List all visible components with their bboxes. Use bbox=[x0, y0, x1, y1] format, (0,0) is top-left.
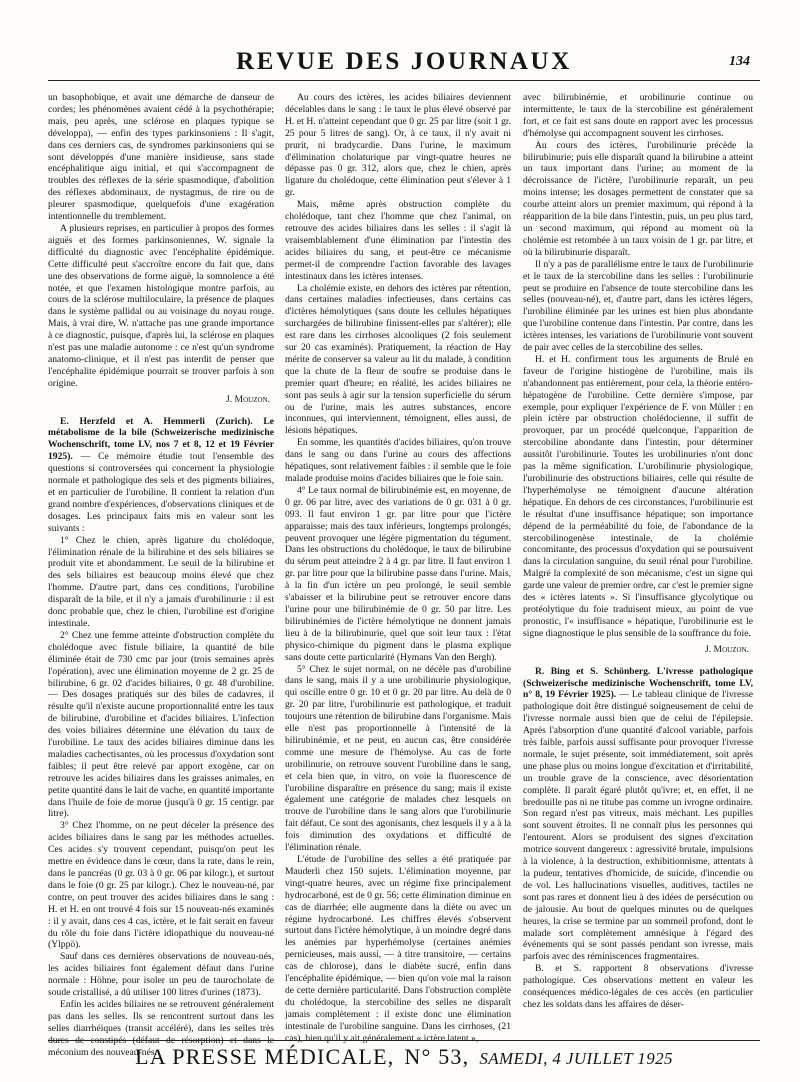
paragraph: Enfin les acides biliaires ne se retrouvent généralement pas dans les selles. Ils se rencontrent surtout dans les selles diarrhéiques (transit accéléré), dans les selles très dures de constipés (défaut de résorption) et dans le méconium des nouveau-nés. bbox=[48, 998, 274, 1058]
paragraph: 4° Le taux normal de bilirubinémie est, en moyenne, de 0 gr. 06 par litre, avec des variations de 0 gr. 031 à 0 gr. 093. Il faut environ 1 gr. par litre pour que l'ictère apparaisse; mais des taux inférieurs, longtemps prolongés, peuvent provoquer une légère pigmentation du tégument. Dans les obstructions du cholédoque, le taux de bilirubine du sérum peut atteindre 2 à 4 gr. par litre. Il faut environ 1 gr. par litre pour que la bilirubine passe dans l'urine. Mais, à la fin d'un ictère un peu prolongé, le seuil semble s'abaisser et la bilirubine peut se retrouver encore dans l'urine pour une bilirubinémie de 0 gr. 50 par litre. Les bilirubinémies de l'ictère hémolytique ne donnent jamais lieu à de la bilirubinurie, quel que soit leur taux : l'état physico-chimique du pigment dans le plasma explique sans doute cette particularité (Hymans Van den Bergh). bbox=[285, 484, 511, 663]
issue-date: SAMEDI, 4 JUILLET 1925 bbox=[479, 1049, 673, 1068]
author-signature: J. Mouzon. bbox=[226, 393, 270, 405]
review-citation: R. Bing et S. Schönberg. L'ivresse pathologique (Schweizerische medizinische Wochenschrift, tome LV, n° 8, 19 Février 1925). bbox=[523, 665, 753, 701]
paragraph: Au cours des ictères, les acides biliaires deviennent décelables dans le sang : le taux le plus élevé observé par H. et H. n'atteint cependant que 0 gr. 25 par litre (soit 1 gr. 25 pour 5 litres de sang). Or, à ce taux, il n'y avait ni prurit, ni bradycardie. Dans l'urine, le maximum d'élimination cholaturique par vingt-quatre heures ne dépasse pas 0 gr. 312, alors que, chez le chien, après ligature du cholédoque, cette élimination peut s'élever à 1 gr. bbox=[285, 92, 511, 199]
paragraph: avec bilirubinémie, et urobilinurie continue ou intermittente, le taux de la stercobiline est généralement fort, et ce fait est sans doute en rapport avec les processus d'hémolyse qui accompagnent souvent les cirrhoses. bbox=[523, 92, 753, 139]
paragraph: un basophobique, et avait une démarche de danseur de cordes; les phénomènes avaient cédé à la psychothérapie; mais, peu après, une sclérose en plaques typique se développa), — enfin des types parkinsoniens : Il s'agit, dans ces derniers cas, de syndromes parkinsoniens qui se sont développés d'une manière insidieuse, sans stade encéphalitique aigu initial, et qui s'accompagnent de troubles des réflexes de la série spasmodique, d'abolition des réflexes abdominaux, de nystagmus, de rire ou de pleurer spasmodique, quelquefois d'une exagération intentionnelle du tremblement. bbox=[48, 92, 274, 223]
page-header bbox=[48, 14, 760, 74]
header-rule bbox=[48, 80, 760, 81]
paragraph: L'étude de l'urobiline des selles a été pratiquée par Mauderli chez 150 sujets. L'élimination moyenne, par vingt-quatre heures, avec un régime fixe principalement hydrocarboné, est de 0 gr. 56; cette élimination diminue en cas de diarrhée; elle augmente dans la diète ou avec un régime hydrocarboné. Les chiffres élevés s'observent surtout dans l'ictère hémolytique, à un moindre degré dans les anémies par hyperhémolyse (certaines anémies pernicieuses, mais aussi, — à titre transitoire, — certains cas de chlorose), dans le diabète sucré, enfin dans l'encéphalite épidémique, — bien qu'on voie mal la raison de cette dernière particularité. Dans l'obstruction complète du cholédoque, la stercobiline des selles ne disparaît jamais complètement : il existe donc une élimination intestinale de l'urobiline sanguine. Dans les cirrhoses, (21 cas), bien qu'il y ait généralement « ictère latent », bbox=[285, 854, 511, 1044]
review-body: — Le tableau clinique de l'ivresse pathologique doit être distingué soigneusement de celui de l'ivresse normale aussi bien que de celui de l'épilepsie. Après l'absorption d'une quantité d'alcool variable, parfois très faible, parfois aussi suffisante pour provoquer l'ivresse normale, le sujet présente, soit immédiatement, soit après une phase plus ou moins longue d'excitation et d'irritabilité, un trouble grave de la conscience, avec désorientation complète. Il paraît égaré plutôt qu'ivre; et, en effet, il ne bredouille pas ni ne titube pas comme un ivrogne ordinaire. Son regard n'est pas vitreux, mais méchant. Les pupilles sont souvent étroites. Il ne connaît plus les personnes qui l'entourent. Alors se produisent des signes d'excitation motrice souvent dangereux : agressivité brutale, impulsions à la violence, à la destruction, exhibitionnisme, attentats à la pudeur, tentatives d'homicide, de suicide, d'incendie ou de vol. Les hallucinations visuelles, auditives, tactiles ne sont pas rares et donnent lieu à des idées de persécution ou de jalousie. Au bout de quelques minutes ou de quelques heures, la crise se termine par un sommeil profond, dont le malade sort complètement amnésique à l'égard des événements qui se sont passés pendant son ivresse, mais parfois avec des réminiscences fragmentaires. bbox=[523, 689, 753, 963]
paragraph: Il n'y a pas de parallélisme entre le taux de l'urobilinurie et le taux de la stercobiline dans les selles : l'urobilinurie peut se produire en l'absence de toute stercobiline dans les selles (nouveau-né), et, d'autre part, dans les ictères légers, l'urobiline éliminée par les urines est bien plus abondante que l'urobiline contenue dans l'intestin. Par contre, dans les ictères intenses, les variations de l'urobilinurie vont souvent de pair avec celles de la stercobiline des selles. bbox=[523, 258, 753, 354]
paragraph: A plusieurs reprises, en particulier à propos des formes aiguës et des formes parkinsoniennes, W. signale la difficulté du diagnostic avec l'encéphalite épidémique. Cette difficulté peut s'accroître encore du fait que, dans une des observations de forme aiguë, la somnolence a été notée, et que l'examen histologique montre parfois, au cours de la sclérose multiloculaire, la présence de plaques dans le système pallidal ou au voisinage du noyau rouge. Mais, à vrai dire, W. n'attache pas une grande importance à ce diagnostic, puisque, d'après lui, la sclérose en plaques n'est pas une maladie autonome : ce n'est qu'un syndrome anatomo-clinique, et il n'est pas interdit de penser que l'encéphalite épidémique pourrait se trouver parfois à son origine. bbox=[48, 222, 274, 389]
review-heading bbox=[48, 416, 274, 535]
paragraph: Sauf dans ces dernières observations de nouveau-nés, les acides biliaires font également défaut dans l'urine normale : Höhne, pour isoler un peu de taurocholate de soude cristallisé, a dû utiliser 100 litres d'urines (1873). bbox=[48, 951, 274, 999]
paragraph: 5° Chez le sujet normal, on ne décèle pas d'urobiline dans le sang, mais il y a une urobilinurie physiologique, qui oscille entre 0 gr. 10 et 0 gr. 20 par litre. Au delà de 0 gr. 20 par litre, l'urobilinurie est pathologique, et traduit toujours une rétention de bilirubine dans l'organisme. Mais elle n'est pas proportionnelle à l'intensité de la bilirubinémie, et ne peut, en aucun cas, être considérée comme une mesure de l'hémolyse. Au cas de forte urobilinurie, on retrouve souvent l'urobiline dans le sang, et cela bien que, in vitro, on voie la fluorescence de l'urobiline disparaître en présence du sang; mais il existe également une catégorie de malades chez lesquels on trouve de l'urobiline dans le sang alors que l'urobilinurie fait défaut. Ce sont des agonisants, chez lesquels il y a à la fois diminution des oxydations et difficulté de l'élimination rénale. bbox=[285, 663, 511, 854]
paragraph: La cholémie existe, en dehors des ictères par rétention, dans certaines maladies infectieuses, dans certains cas d'ictères hémolytiques (sans doute les cellules hépatiques surchargées de bilirubine finissent-elles par s'altérer); elle est rare dans les cirrhoses alcooliques (2 fois seulement sur 20 cas examinés). Pratiquement, la réaction de Hay mérite de conserver sa valeur au lit du malade, à condition que la chute de la fleur de soufre se produise dans le premier quart d'heure; en réalité, les acides biliaires ne sont pas seuls à agir sur la tension superficielle du sérum ou de l'urine, mais les autres substances, encore inconnues, qui interviennent, témoignent, elles aussi, de lésions hépatiques. bbox=[285, 282, 511, 437]
review-body: — Ce mémoire étudie tout l'ensemble des questions si controversées qui concernent la physiologie normale et pathologique des sels et des pigments biliaires, et en particulier de l'urobiline. Il contient la relation d'un grand nombre d'expériences, d'observations cliniques et de dosages. Les principaux faits mis en valeur sont les suivants : bbox=[48, 451, 274, 534]
column-1 bbox=[48, 92, 274, 1058]
column-3 bbox=[523, 92, 753, 1038]
paragraph: 3° Chez l'homme, on ne peut déceler la présence des acides biliaires dans le sang par les méthodes actuelles. Ces acides s'y trouvent cependant, puisqu'on peut les mettre en évidence dans le cœur, dans la rate, dans le rein, dans le pancréas (0 gr. 03 à 0 gr. 06 par kilogr.), et surtout dans le foie (0 gr. 25 par kilogr.). Chez le nouveau-né, par contre, on peut trouver des acides biliaires dans le sang : H. et H. en ont trouvé 4 fois sur 15 nouveau-nés examinés : il y avait, dans ces 4 cas, ictère, et le fait serait en faveur du rôle du foie dans l'ictère idiopathique du nouveau-né (Ylppö). bbox=[48, 820, 274, 951]
page-number: 134 bbox=[729, 54, 750, 69]
journal-name: LA PRESSE MÉDICALE, bbox=[135, 1044, 395, 1069]
paragraph: Mais, même après obstruction complète du cholédoque, tant chez l'homme que chez l'animal, on retrouve des acides biliaires dans les selles : il s'agit là vraisemblablement d'une élimination par l'intestin des acides biliaires du sang, et peut-être ce mécanisme permet-il de comprendre l'action favorable des lavages intestinaux dans les ictères intenses. bbox=[285, 199, 511, 282]
review-heading bbox=[523, 666, 753, 964]
paragraph: B. et S. rapportent 8 observations d'ivresse pathologique. Ces observations mettent en valeur les conséquences médico-légales de ces accès (en particulier chez les soldats dans les affaires de déser- bbox=[523, 963, 753, 1010]
paragraph: En somme, les quantités d'acides biliaires, qu'on trouve dans le sang ou dans l'urine au cours des affections hépatiques, sont relativement faibles : il semble que le foie malade produise moins d'acides biliaires que le foie sain. bbox=[285, 437, 511, 484]
column-2 bbox=[285, 92, 511, 1044]
footer-rule bbox=[48, 1040, 760, 1041]
page-footer bbox=[48, 1044, 760, 1076]
author-signature: J. Mouzon. bbox=[705, 643, 749, 655]
issue-number: N° 53, bbox=[404, 1044, 470, 1069]
paragraph: 2° Chez une femme atteinte d'obstruction complète du cholédoque avec fistule biliaire, la quantité de bile éliminée était de 730 cmc par jour (trois semaines après l'opération), avec une élimination moyenne de 2 gr. 25 de bilirubine, 6 gr. 02 d'acides biliaires, 0 gr. 48 d'urobiline. — Des dosages pratiqués sur des biles de cadavres, il résulte qu'il n'existe aucune proportionnalité entre les taux de bilirubine, d'urobiline et d'acides biliaires. L'infection des voies biliaires détermine une élévation du taux de l'urobiline. Le taux des acides biliaires diminue dans les maladies cachectisantes, où les processus d'oxydation sont faibles; il peut être relevé par apport exogène, car on retrouve les acides biliaires dans les graisses animales, en petite quantité dans le lait de vache, en quantité importante dans l'huile de foie de morue (jusqu'à 0 gr. 15 centigr. par litre). bbox=[48, 629, 274, 820]
review-citation: E. Herzfeld et A. Hemmerli (Zurich). Le métabolisme de la bile (Schweizerische medizinische Wochenschrift, tome LV, nos 7 et 8, 12 et 19 Février 1925). bbox=[48, 415, 274, 463]
paragraph: 1° Chez le chien, après ligature du cholédoque, l'élimination rénale de la bilirubine et des sels biliaires se produit vite et abondamment. Le seuil de la bilirubine et des sels biliaires est beaucoup moins élevé que chez l'homme. D'autre part, dans ces conditions, l'urobiline disparaît de la bile, et il n'y a jamais d'urobilinurie : il est donc probable que, chez le chien, l'urobiline est d'origine intestinale. bbox=[48, 534, 274, 629]
paragraph: H. et H. confirment tous les arguments de Brulé en faveur de l'origine histiogène de l'urobiline, mais ils n'abandonnent pas entièrement, pour cela, la théorie entéro-hépatogène de l'urobiline. Cette dernière s'impose, par exemple, pour expliquer l'expérience de F. von Müller : en plein ictère par obstruction cholédocienne, il suffit de provoquer, par un procédé quelconque, l'apparition de stercobiline abondante dans l'intestin, pour déterminer aussitôt l'urobilinurie. Toutes les urobilinuries n'ont donc pas la même signification. L'urobilinurie physiologique, l'urobilinurie des obstructions biliaires, celle qui résulte de l'hyperhémolyse ne témoignent d'aucune altération hépatique. En dehors de ces circonstances, l'urobilinurie est le résultat d'une insuffisance hépatique; son importance dépend de la perméabilité du foie, de l'abondance de la stercobilinogenèse intestinale, de la cholémie concomitante, des processus d'oxydation qui se poursuivent dans la circulation sanguine, du seuil rénal pour l'urobiline. Malgré la complexité de son mécanisme, c'est un signe qui garde une valeur de premier ordre, car c'est le premier signe des « ictères latents ». Si l'insuffisance glycolytique ou protéolytique du foie traduisent mieux, au point de vue pronostic, l'« insuffisance » hépatique, l'urobilinurie est le signe diagnostique le plus sensible de la souffrance du foie. bbox=[523, 353, 753, 639]
paragraph: Au cours des ictères, l'urobilinurie précède la bilirubinurie; puis elle disparaît quand la bilirubine a atteint un taux important dans l'urine; au moment de la décroissance de l'ictère, l'urobilinurie reparaît, un peu moins intense; les dosages permettent de constater que sa courbe atteint alors un premier maximum, qui répond à la réapparition de la bile dans l'intestin, puis, un peu plus tard, un second maximum, qui répond au moment où la cholémie est retombée à un taux voisin de 1 gr. par litre, et où la bilirubinurie disparaît. bbox=[523, 139, 753, 258]
section-title: REVUE DES JOURNAUX bbox=[236, 48, 572, 75]
